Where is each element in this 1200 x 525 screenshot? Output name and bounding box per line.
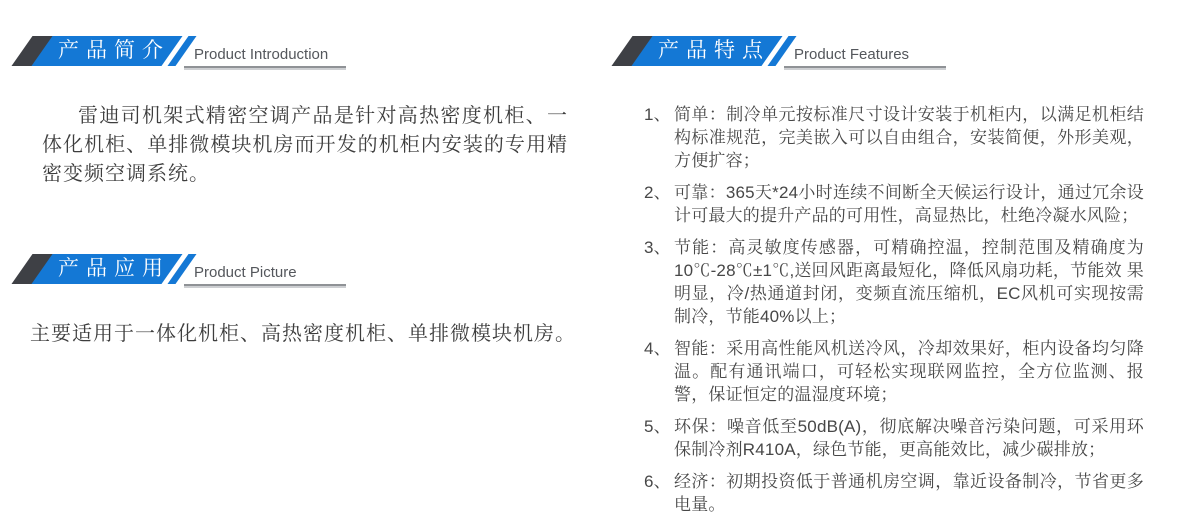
- section-title-cn: 产品应用: [58, 257, 170, 280]
- header-underline: [784, 66, 946, 68]
- feature-item: [644, 236, 1144, 328]
- feature-number: 1、: [644, 105, 671, 124]
- header-underline: [184, 66, 346, 68]
- feature-item: [644, 337, 1144, 406]
- section-header-application: [0, 252, 600, 288]
- section-header-intro: [0, 34, 600, 70]
- feature-number: 5、: [644, 417, 671, 436]
- feature-text: 经济：初期投资低于普通机房空调，靠近设备制冷，节省更多电量。: [674, 472, 1144, 514]
- feature-text: 可靠：365天*24小时连续不间断全天候运行设计，通过冗余设计可最大的提升产品的可用性，高显热比，杜绝冷凝水风险；: [674, 183, 1144, 225]
- feature-text: 节能：高灵敏度传感器，可精确控温，控制范围及精确度为10℃-28℃±1℃,送回风距离最短化，降低风扇功耗，节能效 果明显，冷/热通道封闭，变频直流压缩机，EC风机可实现按需制冷，节能40%以上；: [674, 238, 1144, 326]
- header-underline: [184, 284, 346, 286]
- feature-item: [644, 470, 1144, 516]
- feature-number: 3、: [644, 238, 671, 257]
- feature-text: 简单：制冷单元按标准尺寸设计安装于机柜内，以满足机柜结构标准规范，完美嵌入可以自由组合，安装简便，外形美观，方便扩容；: [674, 105, 1144, 170]
- feature-text: 环保：噪音低至50dB(A)，彻底解决噪音污染问题，可采用环保制冷剂R410A，绿色节能，更高能效比，减少碳排放；: [674, 417, 1144, 459]
- feature-item: [644, 181, 1144, 227]
- section-header-features: [600, 34, 1200, 70]
- left-column: [0, 0, 600, 503]
- section-title-en: Product Features: [794, 46, 910, 63]
- feature-list: [644, 103, 1144, 525]
- section-title-en: Product Introduction: [194, 46, 329, 63]
- feature-number: 4、: [644, 339, 671, 358]
- right-column: [600, 0, 1200, 514]
- section-title-cn: 产品特点: [658, 39, 770, 62]
- intro-paragraph: 雷迪司机架式精密空调产品是针对高热密度机柜、一体化机柜、单排微模块机房而开发的机柜内安装的专用精密变频空调系统。: [42, 105, 568, 185]
- feature-item: [644, 103, 1144, 172]
- feature-item: [644, 415, 1144, 461]
- feature-number: 2、: [644, 183, 671, 202]
- feature-number: 6、: [644, 472, 671, 491]
- section-title-cn: 产品简介: [58, 39, 170, 62]
- application-paragraph: 主要适用于一体化机柜、高热密度机柜、单排微模块机房。: [30, 323, 576, 345]
- section-title-en: Product Picture: [194, 264, 297, 281]
- feature-text: 智能：采用高性能风机送冷风，冷却效果好，柜内设备均匀降温。配有通讯端口，可轻松实现联网监控，全方位监测、报 警，保证恒定的温湿度环境；: [674, 339, 1144, 404]
